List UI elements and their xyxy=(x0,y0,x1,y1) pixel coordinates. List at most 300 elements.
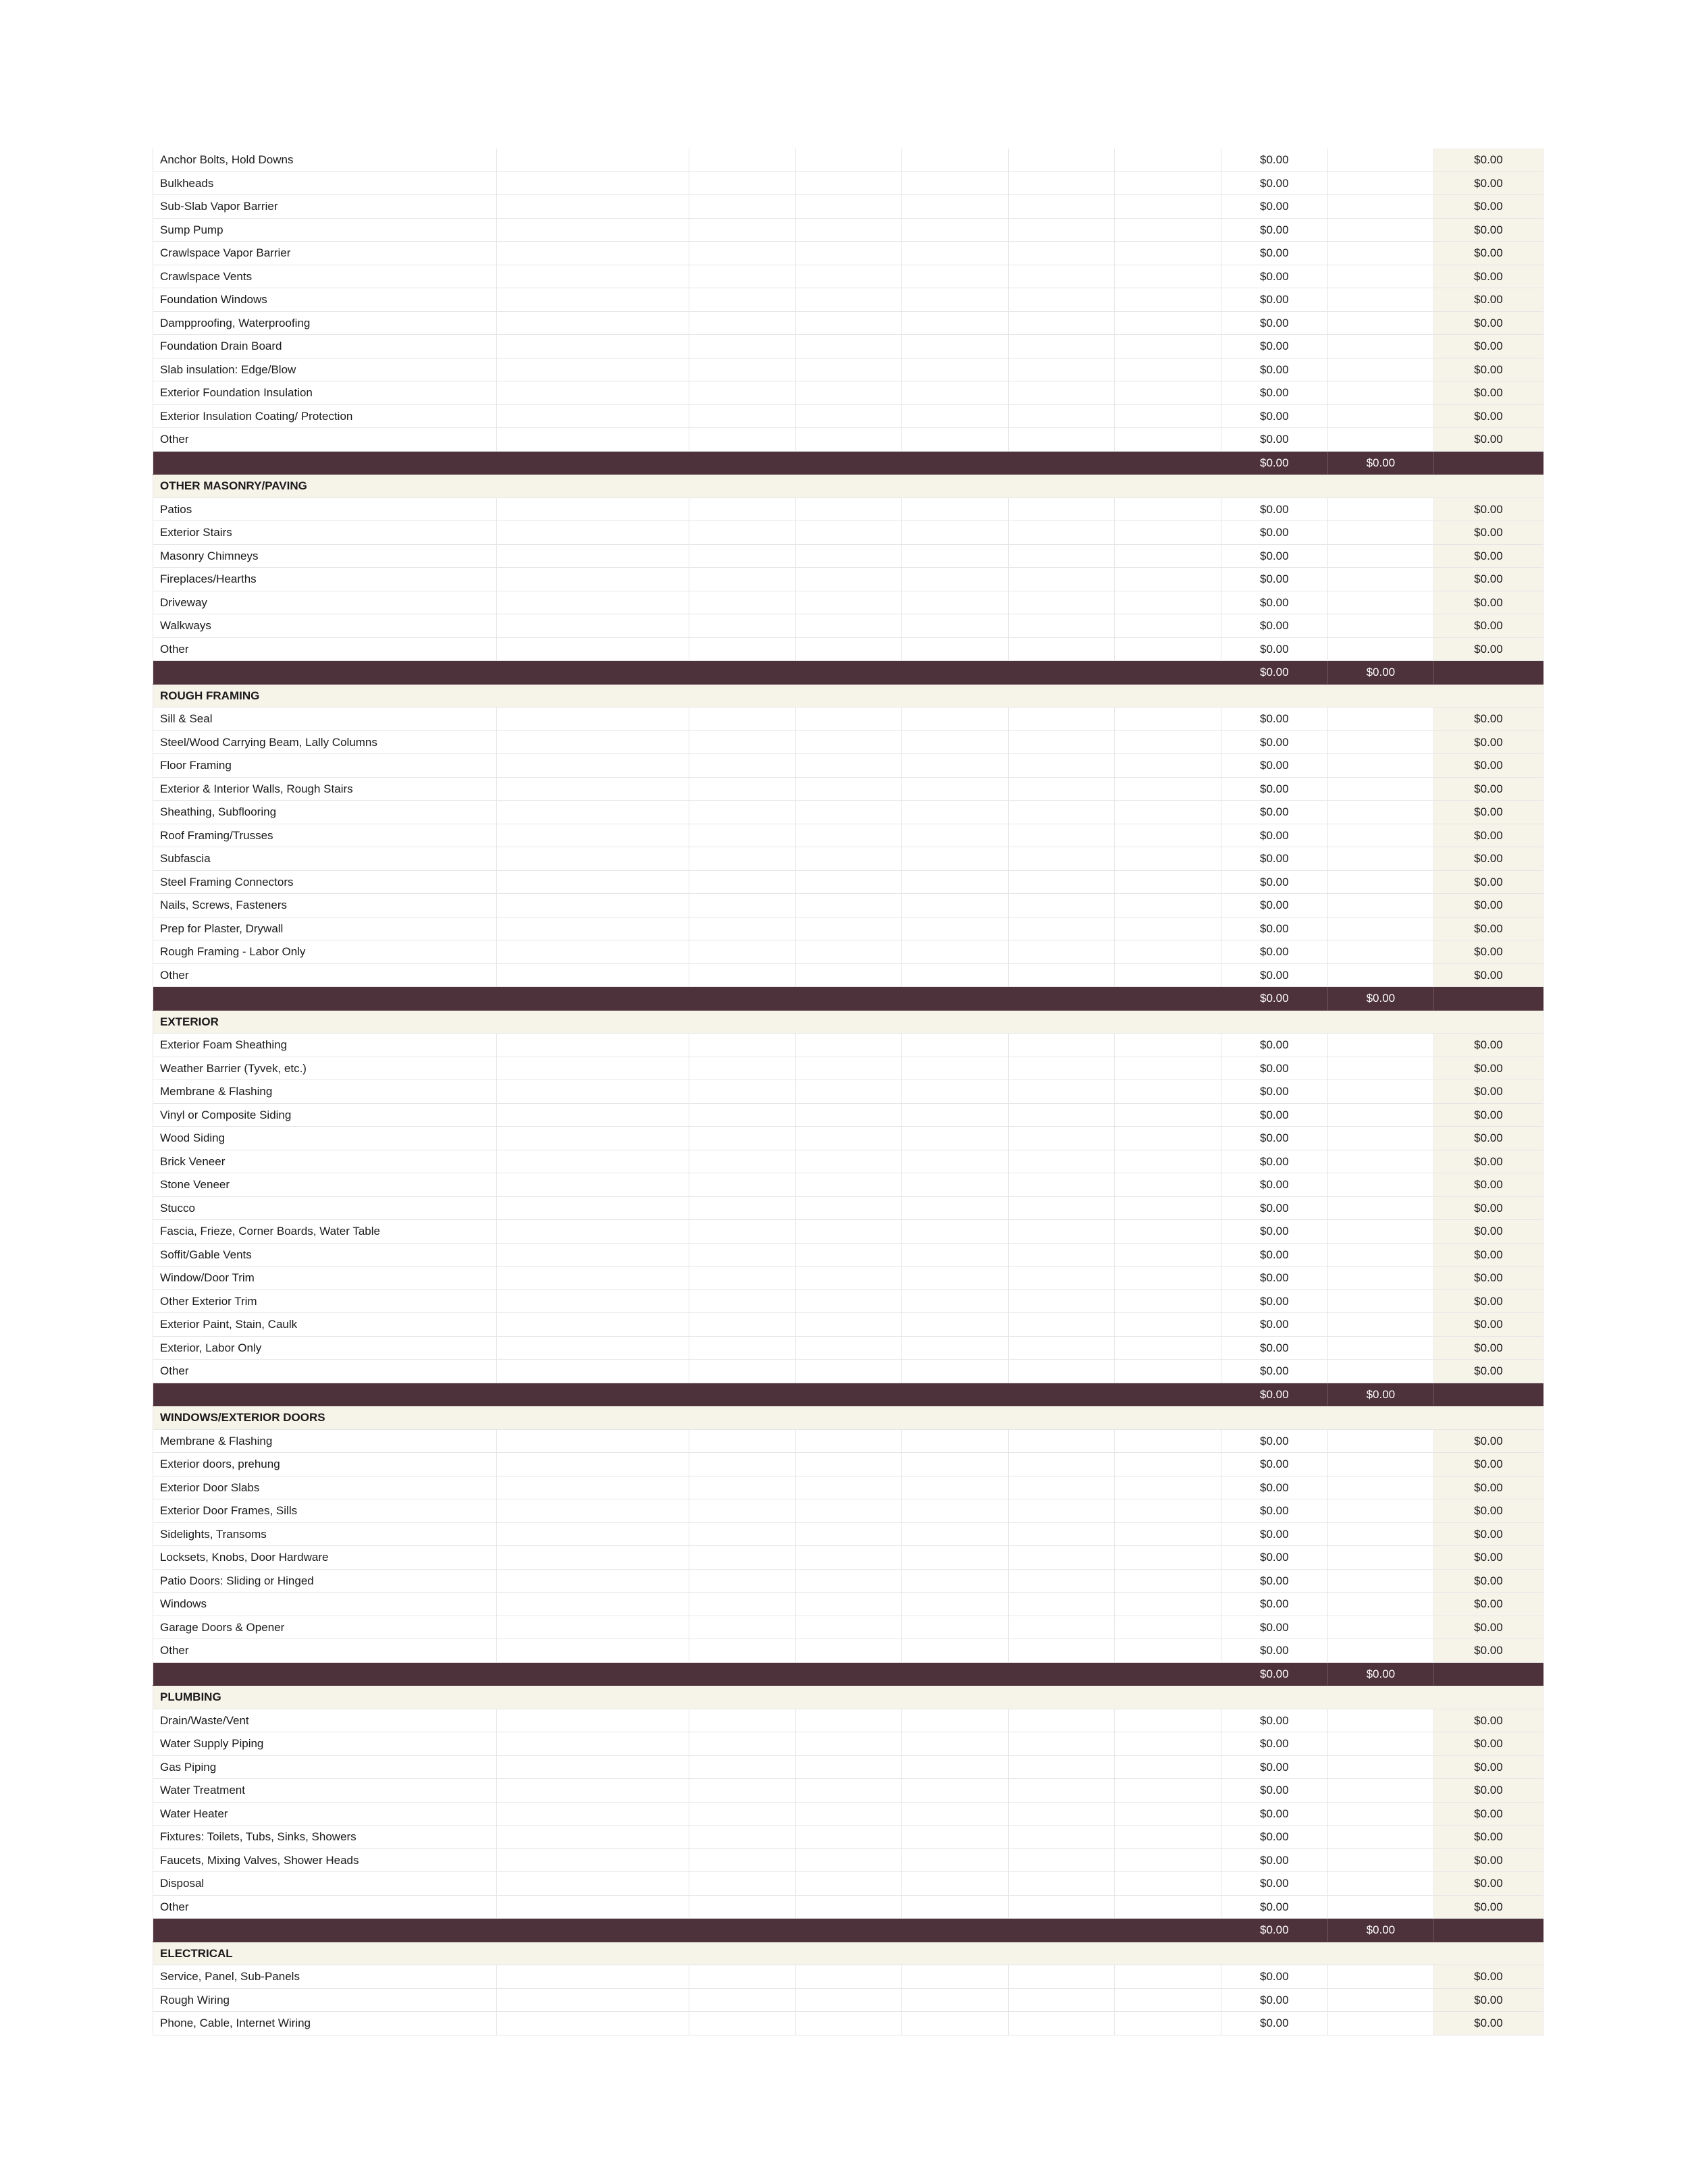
total-cell[interactable]: $0.00 xyxy=(1434,405,1544,428)
empty-cell[interactable] xyxy=(902,940,1009,963)
item-description-cell[interactable]: Water Heater xyxy=(153,1803,497,1826)
empty-cell[interactable] xyxy=(689,801,796,824)
empty-cell[interactable] xyxy=(1009,1989,1115,2012)
total-cell[interactable]: $0.00 xyxy=(1434,1104,1544,1127)
empty-cell[interactable] xyxy=(796,1709,903,1732)
empty-cell[interactable] xyxy=(1115,1709,1221,1732)
empty-cell[interactable] xyxy=(796,1034,903,1057)
empty-cell[interactable] xyxy=(1115,1244,1221,1267)
empty-cell[interactable] xyxy=(1009,1639,1115,1662)
empty-cell[interactable] xyxy=(689,1406,796,1429)
empty-cell[interactable] xyxy=(796,754,903,777)
total-cell[interactable]: $0.00 xyxy=(1434,1896,1544,1919)
empty-cell[interactable] xyxy=(1328,1173,1435,1196)
empty-cell[interactable] xyxy=(497,1593,689,1616)
empty-cell[interactable] xyxy=(1115,1826,1221,1848)
empty-cell[interactable] xyxy=(796,242,903,265)
empty-cell[interactable] xyxy=(689,219,796,242)
empty-cell[interactable] xyxy=(1009,1803,1115,1826)
empty-cell[interactable] xyxy=(153,452,497,475)
empty-cell[interactable] xyxy=(796,638,903,661)
empty-cell[interactable] xyxy=(1115,638,1221,661)
empty-cell[interactable] xyxy=(796,1453,903,1476)
section-title[interactable]: WINDOWS/EXTERIOR DOORS xyxy=(153,1406,497,1429)
empty-cell[interactable] xyxy=(497,219,689,242)
amount-cell[interactable]: $0.00 xyxy=(1221,614,1328,637)
empty-cell[interactable] xyxy=(902,498,1009,521)
empty-cell[interactable] xyxy=(497,1034,689,1057)
total-cell[interactable]: $0.00 xyxy=(1434,1337,1544,1360)
empty-cell[interactable] xyxy=(1328,1220,1435,1243)
empty-cell[interactable] xyxy=(902,1965,1009,1988)
empty-cell[interactable] xyxy=(689,754,796,777)
amount-cell[interactable]: $0.00 xyxy=(1221,172,1328,195)
item-description-cell[interactable]: Membrane & Flashing xyxy=(153,1080,497,1103)
amount-cell[interactable]: $0.00 xyxy=(1221,1919,1328,1942)
amount-cell[interactable]: $0.00 xyxy=(1221,428,1328,451)
empty-cell[interactable] xyxy=(497,452,689,475)
empty-cell[interactable] xyxy=(796,1849,903,1872)
empty-cell[interactable] xyxy=(796,685,903,708)
empty-cell[interactable] xyxy=(497,871,689,894)
empty-cell[interactable] xyxy=(1328,778,1435,801)
empty-cell[interactable] xyxy=(1115,1663,1221,1686)
empty-cell[interactable] xyxy=(1009,661,1115,684)
amount-cell[interactable]: $0.00 xyxy=(1221,358,1328,381)
empty-cell[interactable] xyxy=(1328,172,1435,195)
empty-cell[interactable] xyxy=(1328,685,1435,708)
empty-cell[interactable] xyxy=(1328,242,1435,265)
empty-cell[interactable] xyxy=(1009,731,1115,754)
item-description-cell[interactable]: Dampproofing, Waterproofing xyxy=(153,312,497,335)
empty-cell[interactable] xyxy=(1009,475,1115,498)
empty-cell[interactable] xyxy=(1328,1034,1435,1057)
empty-cell[interactable] xyxy=(1115,917,1221,940)
total-cell[interactable]: $0.00 xyxy=(1434,1872,1544,1895)
empty-cell[interactable] xyxy=(796,1406,903,1429)
total-cell[interactable]: $0.00 xyxy=(1434,778,1544,801)
empty-cell[interactable] xyxy=(796,1896,903,1919)
total-cell[interactable]: $0.00 xyxy=(1434,940,1544,963)
empty-cell[interactable] xyxy=(1115,1476,1221,1499)
empty-cell[interactable] xyxy=(796,824,903,847)
empty-cell[interactable] xyxy=(1009,1896,1115,1919)
empty-cell[interactable] xyxy=(1328,731,1435,754)
empty-cell[interactable] xyxy=(796,1383,903,1406)
empty-cell[interactable] xyxy=(796,1104,903,1127)
item-description-cell[interactable]: Sidelights, Transoms xyxy=(153,1523,497,1546)
empty-cell[interactable] xyxy=(902,1989,1009,2012)
total-cell[interactable]: $0.00 xyxy=(1434,219,1544,242)
empty-cell[interactable] xyxy=(902,521,1009,544)
empty-cell[interactable] xyxy=(497,568,689,591)
empty-cell[interactable] xyxy=(1434,475,1544,498)
amount-cell[interactable]: $0.00 xyxy=(1221,1313,1328,1336)
item-description-cell[interactable]: Other Exterior Trim xyxy=(153,1290,497,1313)
empty-cell[interactable] xyxy=(497,1197,689,1220)
empty-cell[interactable] xyxy=(1328,614,1435,637)
amount-cell[interactable]: $0.00 xyxy=(1221,638,1328,661)
empty-cell[interactable] xyxy=(1009,1779,1115,1802)
empty-cell[interactable] xyxy=(1115,1639,1221,1662)
empty-cell[interactable] xyxy=(689,358,796,381)
empty-cell[interactable] xyxy=(1009,568,1115,591)
empty-cell[interactable] xyxy=(1009,1499,1115,1522)
total-cell[interactable]: $0.00 xyxy=(1434,1080,1544,1103)
empty-cell[interactable] xyxy=(497,1220,689,1243)
amount-cell[interactable]: $0.00 xyxy=(1221,1593,1328,1616)
empty-cell[interactable] xyxy=(1115,1570,1221,1593)
amount-cell[interactable]: $0.00 xyxy=(1221,1127,1328,1150)
empty-cell[interactable] xyxy=(796,1546,903,1569)
amount-cell[interactable]: $0.00 xyxy=(1221,1709,1328,1732)
total-cell[interactable]: $0.00 xyxy=(1434,1220,1544,1243)
empty-cell[interactable] xyxy=(1115,498,1221,521)
empty-cell[interactable] xyxy=(1009,172,1115,195)
empty-cell[interactable] xyxy=(796,568,903,591)
item-description-cell[interactable]: Gas Piping xyxy=(153,1756,497,1779)
item-description-cell[interactable]: Other xyxy=(153,1896,497,1919)
empty-cell[interactable] xyxy=(689,917,796,940)
empty-cell[interactable] xyxy=(689,638,796,661)
empty-cell[interactable] xyxy=(1115,335,1221,358)
empty-cell[interactable] xyxy=(902,1756,1009,1779)
empty-cell[interactable] xyxy=(497,1430,689,1453)
item-description-cell[interactable]: Vinyl or Composite Siding xyxy=(153,1104,497,1127)
empty-cell[interactable] xyxy=(497,1080,689,1103)
empty-cell[interactable] xyxy=(1009,452,1115,475)
empty-cell[interactable] xyxy=(902,149,1009,171)
empty-cell[interactable] xyxy=(902,219,1009,242)
empty-cell[interactable] xyxy=(1115,824,1221,847)
amount-cell[interactable]: $0.00 xyxy=(1221,940,1328,963)
empty-cell[interactable] xyxy=(1328,1965,1435,1988)
empty-cell[interactable] xyxy=(689,661,796,684)
empty-cell[interactable] xyxy=(902,1080,1009,1103)
empty-cell[interactable] xyxy=(497,917,689,940)
empty-cell[interactable] xyxy=(689,195,796,218)
amount-cell[interactable]: $0.00 xyxy=(1221,847,1328,870)
empty-cell[interactable] xyxy=(1009,1663,1115,1686)
empty-cell[interactable] xyxy=(1009,1313,1115,1336)
subtotal-cell[interactable]: $0.00 xyxy=(1328,661,1435,684)
empty-cell[interactable] xyxy=(1009,1057,1115,1080)
total-cell[interactable]: $0.00 xyxy=(1434,894,1544,917)
empty-cell[interactable] xyxy=(1221,1942,1328,1965)
empty-cell[interactable] xyxy=(1009,1849,1115,1872)
amount-cell[interactable]: $0.00 xyxy=(1221,381,1328,404)
subtotal-cell[interactable]: $0.00 xyxy=(1328,452,1435,475)
empty-cell[interactable] xyxy=(1328,1453,1435,1476)
amount-cell[interactable]: $0.00 xyxy=(1221,242,1328,265)
item-description-cell[interactable]: Steel/Wood Carrying Beam, Lally Columns xyxy=(153,731,497,754)
item-description-cell[interactable]: Sub-Slab Vapor Barrier xyxy=(153,195,497,218)
empty-cell[interactable] xyxy=(497,1523,689,1546)
item-description-cell[interactable]: Drain/Waste/Vent xyxy=(153,1709,497,1732)
empty-cell[interactable] xyxy=(902,824,1009,847)
empty-cell[interactable] xyxy=(902,1453,1009,1476)
empty-cell[interactable] xyxy=(796,1732,903,1755)
empty-cell[interactable] xyxy=(689,1197,796,1220)
item-description-cell[interactable]: Foundation Windows xyxy=(153,288,497,311)
item-description-cell[interactable]: Fireplaces/Hearths xyxy=(153,568,497,591)
empty-cell[interactable] xyxy=(689,1220,796,1243)
empty-cell[interactable] xyxy=(1115,1523,1221,1546)
empty-cell[interactable] xyxy=(497,964,689,987)
item-description-cell[interactable]: Brick Veneer xyxy=(153,1150,497,1173)
total-cell[interactable]: $0.00 xyxy=(1434,428,1544,451)
amount-cell[interactable]: $0.00 xyxy=(1221,452,1328,475)
amount-cell[interactable]: $0.00 xyxy=(1221,1034,1328,1057)
empty-cell[interactable] xyxy=(1009,871,1115,894)
subtotal-cell[interactable]: $0.00 xyxy=(1328,1663,1435,1686)
item-description-cell[interactable]: Subfascia xyxy=(153,847,497,870)
empty-cell[interactable] xyxy=(1009,1593,1115,1616)
empty-cell[interactable] xyxy=(1115,1919,1221,1942)
empty-cell[interactable] xyxy=(796,1989,903,2012)
empty-cell[interactable] xyxy=(1009,1732,1115,1755)
empty-cell[interactable] xyxy=(902,591,1009,614)
empty-cell[interactable] xyxy=(1328,312,1435,335)
empty-cell[interactable] xyxy=(1328,1476,1435,1499)
amount-cell[interactable]: $0.00 xyxy=(1221,1476,1328,1499)
empty-cell[interactable] xyxy=(1115,1849,1221,1872)
empty-cell[interactable] xyxy=(1328,545,1435,568)
item-description-cell[interactable]: Anchor Bolts, Hold Downs xyxy=(153,149,497,171)
total-cell[interactable]: $0.00 xyxy=(1434,1570,1544,1593)
empty-cell[interactable] xyxy=(902,1942,1009,1965)
empty-cell[interactable] xyxy=(796,358,903,381)
empty-cell[interactable] xyxy=(497,731,689,754)
empty-cell[interactable] xyxy=(1009,638,1115,661)
total-cell[interactable]: $0.00 xyxy=(1434,847,1544,870)
empty-cell[interactable] xyxy=(497,498,689,521)
empty-cell[interactable] xyxy=(796,987,903,1010)
empty-cell[interactable] xyxy=(902,172,1009,195)
empty-cell[interactable] xyxy=(1115,1034,1221,1057)
empty-cell[interactable] xyxy=(689,1942,796,1965)
empty-cell[interactable] xyxy=(796,940,903,963)
item-description-cell[interactable]: Water Supply Piping xyxy=(153,1732,497,1755)
empty-cell[interactable] xyxy=(689,1849,796,1872)
empty-cell[interactable] xyxy=(689,1826,796,1848)
empty-cell[interactable] xyxy=(1115,1616,1221,1639)
empty-cell[interactable] xyxy=(689,1104,796,1127)
empty-cell[interactable] xyxy=(497,358,689,381)
amount-cell[interactable]: $0.00 xyxy=(1221,1244,1328,1267)
empty-cell[interactable] xyxy=(796,498,903,521)
empty-cell[interactable] xyxy=(1009,964,1115,987)
empty-cell[interactable] xyxy=(1328,358,1435,381)
empty-cell[interactable] xyxy=(1328,1616,1435,1639)
total-cell[interactable]: $0.00 xyxy=(1434,638,1544,661)
empty-cell[interactable] xyxy=(1009,1220,1115,1243)
empty-cell[interactable] xyxy=(689,1989,796,2012)
empty-cell[interactable] xyxy=(902,754,1009,777)
empty-cell[interactable] xyxy=(497,1290,689,1313)
amount-cell[interactable]: $0.00 xyxy=(1221,1150,1328,1173)
empty-cell[interactable] xyxy=(902,1616,1009,1639)
empty-cell[interactable] xyxy=(1221,1011,1328,1034)
item-description-cell[interactable]: Bulkheads xyxy=(153,172,497,195)
item-description-cell[interactable]: Patio Doors: Sliding or Hinged xyxy=(153,1570,497,1593)
empty-cell[interactable] xyxy=(1115,1686,1221,1709)
empty-cell[interactable] xyxy=(1115,1290,1221,1313)
empty-cell[interactable] xyxy=(689,1919,796,1942)
empty-cell[interactable] xyxy=(1009,1826,1115,1848)
empty-cell[interactable] xyxy=(689,1383,796,1406)
empty-cell[interactable] xyxy=(1328,1104,1435,1127)
empty-cell[interactable] xyxy=(796,1523,903,1546)
empty-cell[interactable] xyxy=(689,1034,796,1057)
empty-cell[interactable] xyxy=(902,731,1009,754)
empty-cell[interactable] xyxy=(902,847,1009,870)
empty-cell[interactable] xyxy=(689,2012,796,2035)
empty-cell[interactable] xyxy=(497,1476,689,1499)
empty-cell[interactable] xyxy=(902,987,1009,1010)
empty-cell[interactable] xyxy=(689,428,796,451)
amount-cell[interactable]: $0.00 xyxy=(1221,824,1328,847)
empty-cell[interactable] xyxy=(689,405,796,428)
empty-cell[interactable] xyxy=(497,754,689,777)
amount-cell[interactable]: $0.00 xyxy=(1221,801,1328,824)
empty-cell[interactable] xyxy=(497,1360,689,1383)
empty-cell[interactable] xyxy=(902,381,1009,404)
empty-cell[interactable] xyxy=(689,1732,796,1755)
amount-cell[interactable]: $0.00 xyxy=(1221,1383,1328,1406)
empty-cell[interactable] xyxy=(1009,824,1115,847)
total-cell[interactable]: $0.00 xyxy=(1434,754,1544,777)
amount-cell[interactable]: $0.00 xyxy=(1221,1826,1328,1848)
empty-cell[interactable] xyxy=(689,1803,796,1826)
empty-cell[interactable] xyxy=(1434,987,1544,1010)
empty-cell[interactable] xyxy=(796,778,903,801)
item-description-cell[interactable]: Water Treatment xyxy=(153,1779,497,1802)
item-description-cell[interactable]: Weather Barrier (Tyvek, etc.) xyxy=(153,1057,497,1080)
total-cell[interactable]: $0.00 xyxy=(1434,312,1544,335)
item-description-cell[interactable]: Garage Doors & Opener xyxy=(153,1616,497,1639)
empty-cell[interactable] xyxy=(796,801,903,824)
item-description-cell[interactable]: Exterior Insulation Coating/ Protection xyxy=(153,405,497,428)
empty-cell[interactable] xyxy=(902,1476,1009,1499)
total-cell[interactable]: $0.00 xyxy=(1434,1732,1544,1755)
empty-cell[interactable] xyxy=(902,2012,1009,2035)
empty-cell[interactable] xyxy=(497,521,689,544)
total-cell[interactable]: $0.00 xyxy=(1434,1267,1544,1289)
empty-cell[interactable] xyxy=(1009,801,1115,824)
empty-cell[interactable] xyxy=(1115,987,1221,1010)
empty-cell[interactable] xyxy=(497,1453,689,1476)
item-description-cell[interactable]: Stone Veneer xyxy=(153,1173,497,1196)
empty-cell[interactable] xyxy=(1328,964,1435,987)
empty-cell[interactable] xyxy=(497,1127,689,1150)
total-cell[interactable]: $0.00 xyxy=(1434,1803,1544,1826)
empty-cell[interactable] xyxy=(1328,1570,1435,1593)
empty-cell[interactable] xyxy=(1115,1406,1221,1429)
empty-cell[interactable] xyxy=(796,1173,903,1196)
empty-cell[interactable] xyxy=(1009,754,1115,777)
amount-cell[interactable]: $0.00 xyxy=(1221,778,1328,801)
empty-cell[interactable] xyxy=(796,312,903,335)
empty-cell[interactable] xyxy=(1115,940,1221,963)
empty-cell[interactable] xyxy=(902,1803,1009,1826)
empty-cell[interactable] xyxy=(796,1313,903,1336)
total-cell[interactable]: $0.00 xyxy=(1434,242,1544,265)
amount-cell[interactable]: $0.00 xyxy=(1221,1290,1328,1313)
empty-cell[interactable] xyxy=(902,1220,1009,1243)
empty-cell[interactable] xyxy=(796,428,903,451)
amount-cell[interactable]: $0.00 xyxy=(1221,2012,1328,2035)
empty-cell[interactable] xyxy=(1115,685,1221,708)
empty-cell[interactable] xyxy=(1009,312,1115,335)
empty-cell[interactable] xyxy=(1328,1499,1435,1522)
empty-cell[interactable] xyxy=(796,1057,903,1080)
total-cell[interactable]: $0.00 xyxy=(1434,1197,1544,1220)
empty-cell[interactable] xyxy=(902,1267,1009,1289)
empty-cell[interactable] xyxy=(1115,1313,1221,1336)
amount-cell[interactable]: $0.00 xyxy=(1221,1872,1328,1895)
empty-cell[interactable] xyxy=(796,661,903,684)
empty-cell[interactable] xyxy=(497,1942,689,1965)
empty-cell[interactable] xyxy=(902,1732,1009,1755)
empty-cell[interactable] xyxy=(1009,1150,1115,1173)
item-description-cell[interactable]: Other xyxy=(153,964,497,987)
empty-cell[interactable] xyxy=(497,987,689,1010)
empty-cell[interactable] xyxy=(1115,614,1221,637)
empty-cell[interactable] xyxy=(497,265,689,288)
empty-cell[interactable] xyxy=(689,591,796,614)
empty-cell[interactable] xyxy=(1009,1127,1115,1150)
section-title[interactable]: OTHER MASONRY/PAVING xyxy=(153,475,497,498)
empty-cell[interactable] xyxy=(1434,1919,1544,1942)
empty-cell[interactable] xyxy=(1115,1896,1221,1919)
amount-cell[interactable]: $0.00 xyxy=(1221,1430,1328,1453)
empty-cell[interactable] xyxy=(1009,335,1115,358)
empty-cell[interactable] xyxy=(796,1220,903,1243)
empty-cell[interactable] xyxy=(1115,288,1221,311)
empty-cell[interactable] xyxy=(1328,1150,1435,1173)
empty-cell[interactable] xyxy=(1434,1383,1544,1406)
empty-cell[interactable] xyxy=(1009,1360,1115,1383)
empty-cell[interactable] xyxy=(1115,1430,1221,1453)
total-cell[interactable]: $0.00 xyxy=(1434,1616,1544,1639)
empty-cell[interactable] xyxy=(1221,1406,1328,1429)
total-cell[interactable]: $0.00 xyxy=(1434,521,1544,544)
empty-cell[interactable] xyxy=(796,1616,903,1639)
amount-cell[interactable]: $0.00 xyxy=(1221,591,1328,614)
empty-cell[interactable] xyxy=(1434,685,1544,708)
empty-cell[interactable] xyxy=(1115,381,1221,404)
empty-cell[interactable] xyxy=(902,1406,1009,1429)
empty-cell[interactable] xyxy=(497,475,689,498)
total-cell[interactable]: $0.00 xyxy=(1434,1593,1544,1616)
empty-cell[interactable] xyxy=(1115,1942,1221,1965)
empty-cell[interactable] xyxy=(1328,475,1435,498)
empty-cell[interactable] xyxy=(689,1267,796,1289)
item-description-cell[interactable]: Steel Framing Connectors xyxy=(153,871,497,894)
empty-cell[interactable] xyxy=(689,685,796,708)
empty-cell[interactable] xyxy=(1221,685,1328,708)
total-cell[interactable]: $0.00 xyxy=(1434,1453,1544,1476)
empty-cell[interactable] xyxy=(902,661,1009,684)
empty-cell[interactable] xyxy=(1328,1197,1435,1220)
empty-cell[interactable] xyxy=(902,265,1009,288)
empty-cell[interactable] xyxy=(497,1383,689,1406)
empty-cell[interactable] xyxy=(1328,1803,1435,1826)
empty-cell[interactable] xyxy=(902,1663,1009,1686)
total-cell[interactable]: $0.00 xyxy=(1434,1127,1544,1150)
empty-cell[interactable] xyxy=(689,545,796,568)
